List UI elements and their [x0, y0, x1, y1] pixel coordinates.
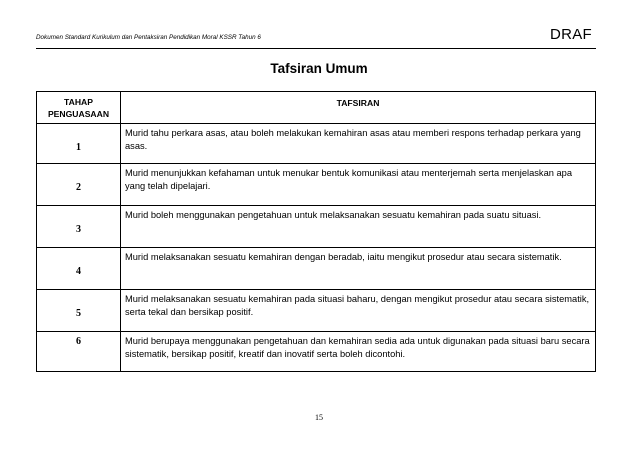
level-number: 1 [76, 142, 81, 153]
level-number: 5 [76, 308, 81, 319]
level-number: 4 [76, 266, 81, 277]
draft-label: DRAF [549, 26, 592, 43]
level-cell [37, 290, 121, 332]
header-level [37, 92, 121, 124]
level-cell [37, 164, 121, 206]
header-level-label: TAHAP PENGUASAAN [47, 97, 110, 119]
header-description-label: TAFSIRAN [336, 98, 380, 108]
interpretation-table [36, 91, 596, 372]
document-title: Dokumen Standard Kurikulum dan Pentaksiran Pendidikan Moral KSSR Tahun 6 [36, 34, 261, 41]
table-header-row [37, 92, 596, 124]
level-cell [37, 124, 121, 164]
level-number: 2 [76, 182, 81, 193]
table-row [37, 164, 596, 206]
table-row [37, 124, 596, 164]
table-row [37, 332, 596, 372]
header-description [121, 92, 596, 124]
description-cell: Murid boleh menggunakan pengetahuan untuk melaksanakan sesuatu kemahiran pada suatu situasi. [121, 206, 596, 248]
page-number: 15 [315, 413, 323, 422]
description-cell: Murid melaksanakan sesuatu kemahiran dengan beradab, iaitu mengikut prosedur atau secara sistematik. [121, 248, 596, 290]
description-cell: Murid melaksanakan sesuatu kemahiran pada situasi baharu, dengan mengikut prosedur atau secara sistematik, serta tekal dan bersikap positif. [121, 290, 596, 332]
level-number: 3 [76, 224, 81, 235]
level-number: 6 [76, 336, 81, 347]
level-cell [37, 206, 121, 248]
level-cell [37, 332, 121, 372]
table-row [37, 206, 596, 248]
page-header [36, 26, 596, 49]
description-cell: Murid tahu perkara asas, atau boleh melakukan kemahiran asas atau memberi respons terhadap perkara yang asas. [121, 124, 596, 164]
table-row [37, 248, 596, 290]
description-cell: Murid menunjukkan kefahaman untuk menukar bentuk komunikasi atau menterjemah serta menjelaskan apa yang telah dipelajari. [121, 164, 596, 206]
description-cell: Murid berupaya menggunakan pengetahuan dan kemahiran sedia ada untuk digunakan pada situasi baru secara sistematik, bersikap positif, kreatif dan inovatif serta boleh dicontohi. [121, 332, 596, 372]
level-cell [37, 248, 121, 290]
table-row [37, 290, 596, 332]
page-title: Tafsiran Umum [270, 61, 368, 76]
